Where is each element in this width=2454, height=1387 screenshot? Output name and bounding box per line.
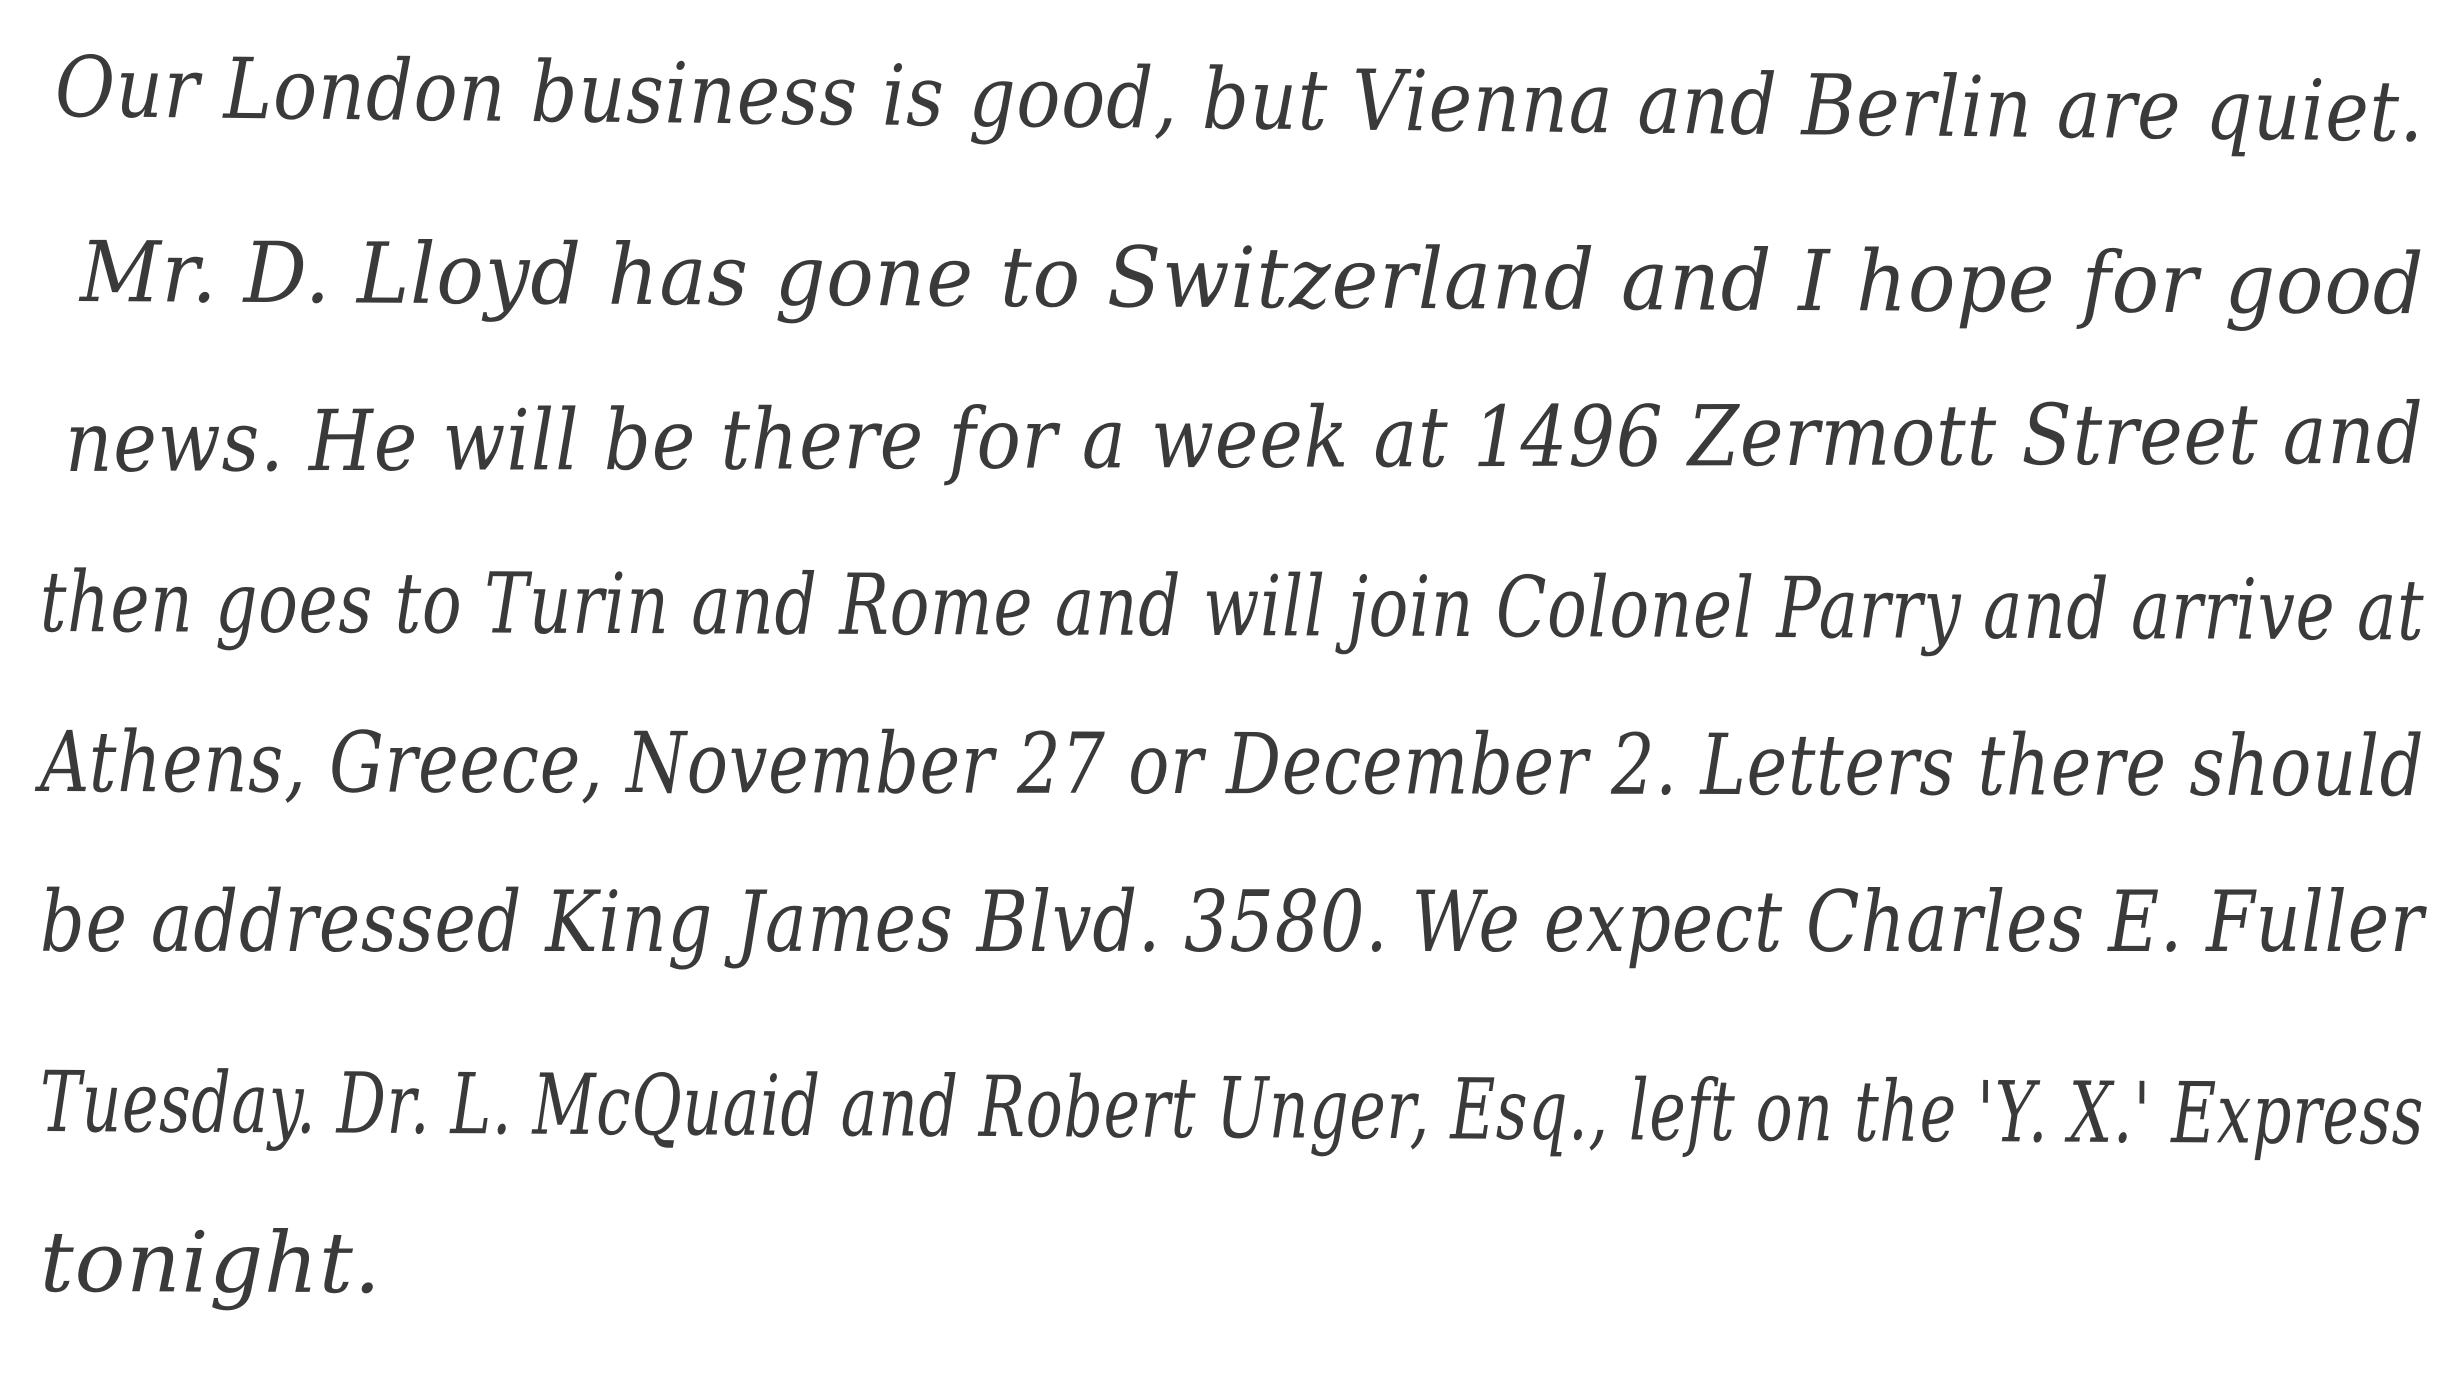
handwritten-line: then goes to Turin and Rome and will join Colonel Parry and arrive at bbox=[39, 553, 2425, 660]
handwritten-line: news. He will be there for a week at 1496 Zermott Street and bbox=[64, 384, 2424, 491]
handwritten-line: tonight. bbox=[39, 1213, 382, 1313]
handwritten-line: Mr. D. Lloyd has gone to Switzerland and I hope for good bbox=[79, 223, 2425, 334]
handwritten-line: Our London business is good, but Vienna and Berlin are quiet. bbox=[54, 38, 2425, 161]
handwritten-line: Athens, Greece, November 27 or December 2. Letters there should bbox=[39, 713, 2425, 816]
handwritten-line: Tuesday. Dr. L. McQuaid and Robert Unger, Esq., left on the 'Y. X.' Express bbox=[39, 1053, 2425, 1164]
handwritten-line: be addressed King James Blvd. 3580. We expect Charles E. Fuller bbox=[40, 873, 2425, 971]
